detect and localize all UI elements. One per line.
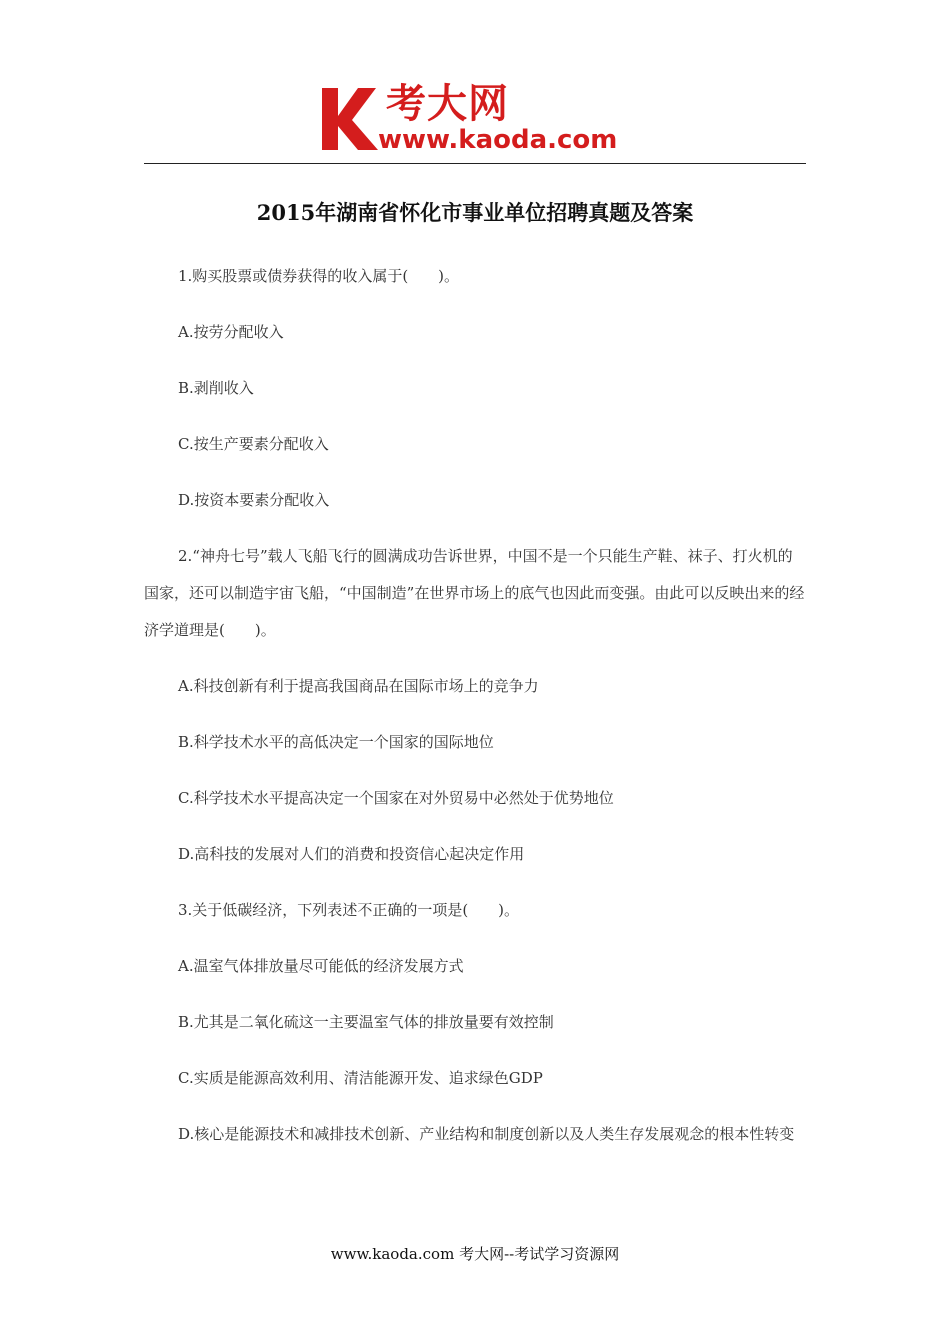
option-2d: D.高科技的发展对人们的消费和投资信心起决定作用 [178, 845, 525, 863]
question-1: 1.购买股票或债券获得的收入属于( )。 [178, 267, 460, 285]
option-2a: A.科技创新有利于提高我国商品在国际市场上的竞争力 [178, 677, 539, 695]
page-header [144, 0, 806, 166]
header-divider [144, 163, 806, 164]
option-1d: D.按资本要素分配收入 [178, 491, 330, 509]
option-3c: C.实质是能源高效利用、清洁能源开发、追求绿色GDP [178, 1069, 543, 1087]
option-1c: C.按生产要素分配收入 [178, 435, 329, 453]
option-2c: C.科学技术水平提高决定一个国家在对外贸易中必然处于优势地位 [178, 789, 614, 807]
option-2b: B.科学技术水平的高低决定一个国家的国际地位 [178, 733, 494, 751]
logo-url-text: www.kaoda.com [378, 125, 618, 155]
option-3b: B.尤其是二氧化硫这一主要温室气体的排放量要有效控制 [178, 1013, 554, 1031]
question-2: 2.“神舟七号”载人飞船飞行的圆满成功告诉世界，中国不是一个只能生产鞋、袜子、打火机的国家，还可以制造宇宙飞船，“中国制造”在世界市场上的底气也因此而变强。由此可以反映出来的经济学道理是( )。 [144, 547, 805, 639]
page-footer: www.kaoda.com 考大网--考试学习资源网 [330, 1245, 620, 1263]
option-1a: A.按劳分配收入 [178, 323, 284, 341]
logo-chinese-text: 考大网 [386, 81, 509, 127]
page-title: 2015年湖南省怀化市事业单位招聘真题及答案 [256, 200, 694, 225]
kaoda-logo[interactable] [320, 80, 640, 155]
option-1b: B.剥削收入 [178, 379, 254, 397]
question-content [144, 258, 806, 1172]
question-3: 3.关于低碳经济，下列表述不正确的一项是( )。 [178, 901, 520, 919]
option-3a: A.温室气体排放量尽可能低的经济发展方式 [178, 957, 464, 975]
option-3d: D.核心是能源技术和减排技术创新、产业结构和制度创新以及人类生存发展观念的根本性转变 [178, 1125, 795, 1143]
